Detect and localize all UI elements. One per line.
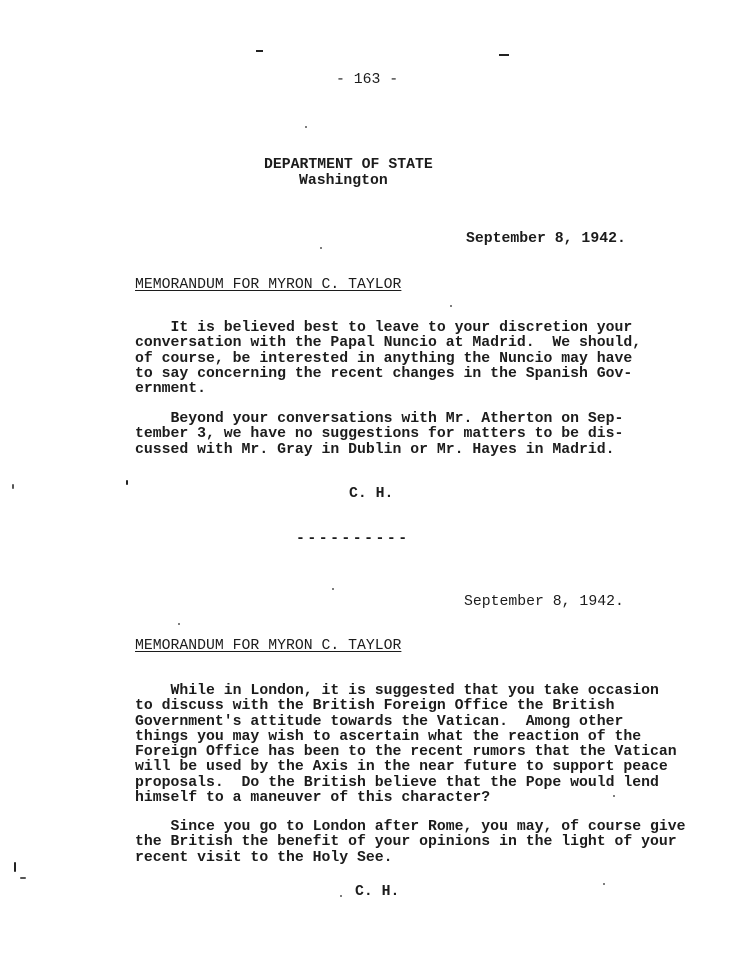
text-line: Foreign Office has been to the recent rumors that the Vatican [135,744,677,761]
text-line: While in London, it is suggested that you take occasion [135,683,659,699]
text-line: Government's attitude towards the Vatican. Among other [135,713,624,730]
memo-2-date: September 8, 1942. [464,594,624,610]
scan-speck [613,795,615,797]
scan-speck [305,126,307,128]
text-line: to say concerning the recent changes in the Spanish Gov- [135,365,633,382]
page-number: - 163 - [336,72,399,88]
memo-2-paragraph-2 [135,820,686,866]
text-line: will be used by the Axis in the near future to support peace [135,759,668,776]
memo-1-heading: MEMORANDUM FOR MYRON C. TAYLOR [135,277,402,293]
memo-1-signature: C. H. [349,486,394,502]
scan-speck [20,877,26,879]
scan-speck [450,305,452,307]
text-line: the British the benefit of your opinions in the light of your [135,834,677,851]
memo-1-paragraph-1 [135,321,641,397]
scan-speck [12,484,14,489]
text-line: himself to a maneuver of this character? [135,790,491,807]
scan-speck [332,588,334,590]
text-line: ernment. [135,381,207,398]
text-line: Since you go to London after Rome, you may, of course give [135,819,686,835]
memo-2-heading: MEMORANDUM FOR MYRON C. TAYLOR [135,638,402,654]
text-line: recent visit to the Holy See. [135,849,393,866]
memo-separator: - - - - - - - - - - [296,531,404,547]
text-line: proposals. Do the British believe that the Pope would lend [135,774,659,791]
scan-speck [178,623,180,625]
memo-1-date: September 8, 1942. [466,231,626,247]
text-line: cussed with Mr. Gray in Dublin or Mr. Hayes in Madrid. [135,441,615,458]
text-line: It is believed best to leave to your discretion your [135,320,633,336]
letterhead-city: Washington [299,173,388,189]
memo-1-paragraph-2 [135,412,623,458]
scan-speck [320,247,322,249]
top-mark-left [256,50,263,52]
scan-speck [340,895,342,897]
top-mark-right [499,54,509,56]
memo-2-signature: C. H. [355,884,400,900]
text-line: Beyond your conversations with Mr. Atherton on Sep- [135,411,624,427]
scan-speck [126,480,128,485]
memo-2-paragraph-1 [135,684,677,806]
scan-speck [603,883,605,885]
text-line: tember 3, we have no suggestions for matters to be dis- [135,426,624,443]
text-line: things you may wish to ascertain what the reaction of the [135,728,642,745]
text-line: conversation with the Papal Nuncio at Madrid. We should, [135,335,642,352]
letterhead-department: DEPARTMENT OF STATE [264,157,433,173]
text-line: of course, be interested in anything the Nuncio may have [135,350,633,367]
scan-speck [14,862,16,872]
text-line: to discuss with the British Foreign Office the British [135,698,615,715]
